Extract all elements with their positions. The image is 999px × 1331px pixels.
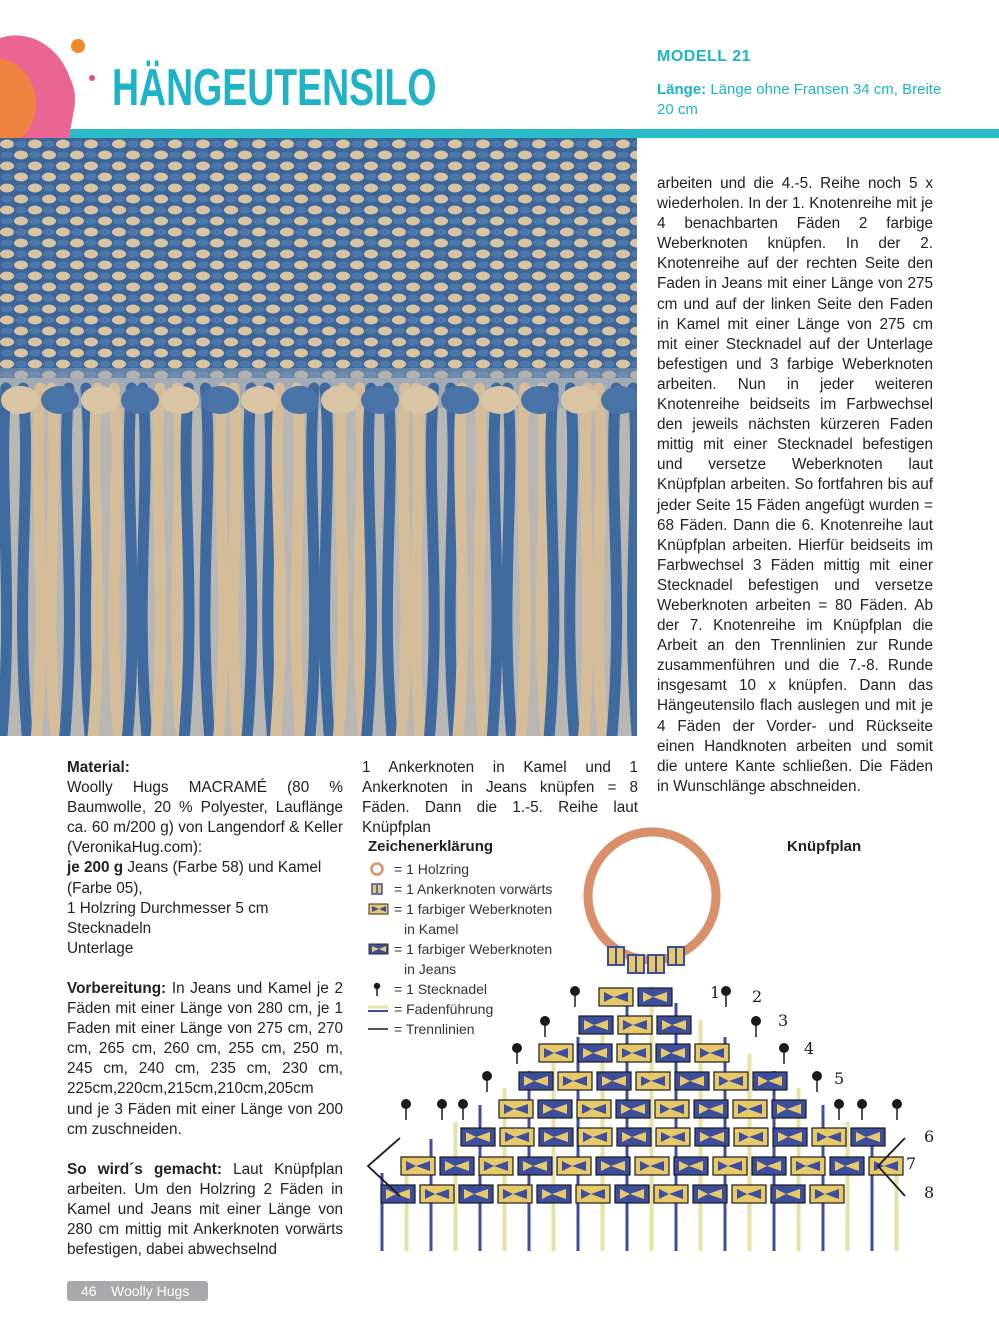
fringe-knot bbox=[201, 386, 239, 414]
preparation-text: In Jeans und Kamel je 2 Fäden mit einer Länge von 280 cm, je 1 Faden mit einer Länge von 275 cm, 270 cm, 265 cm, 260 cm, 255 cm, 250 m, 245 cm, 240 cm, 235 cm, 230 cm, 225cm,220cm,215cm,210cm,205cm und je 3 Fäden mit einer Länge von 200 cm zuschneiden. bbox=[67, 979, 343, 1138]
fringe-strand bbox=[570, 388, 575, 736]
row-number: 6 bbox=[924, 1127, 935, 1146]
fringe-strand bbox=[338, 388, 343, 736]
instructions-section bbox=[67, 1160, 343, 1260]
fringe-strand bbox=[2, 388, 7, 736]
fringe-strand bbox=[184, 388, 189, 736]
fringe-strand bbox=[633, 388, 637, 736]
header-divider-bar bbox=[70, 129, 999, 138]
row-number: 8 bbox=[924, 1183, 935, 1202]
fringe-knot bbox=[321, 386, 359, 414]
fringe-strand bbox=[296, 388, 301, 736]
fringe-knot bbox=[161, 386, 199, 414]
fringe-strand bbox=[401, 388, 406, 736]
fringe-strand bbox=[247, 388, 252, 736]
material-heading: Material: bbox=[67, 759, 130, 776]
fringe-strand bbox=[367, 388, 372, 736]
macrame-photo bbox=[0, 138, 637, 736]
row-number: 2 bbox=[752, 987, 763, 1006]
fringe-strand bbox=[612, 388, 617, 736]
fringe-knot bbox=[401, 386, 439, 414]
fringe-knot bbox=[521, 386, 559, 414]
length-label: Länge: bbox=[657, 81, 707, 98]
fringe-strand bbox=[36, 388, 41, 736]
fringe-strand bbox=[598, 388, 603, 736]
material-yarn: Woolly Hugs MACRAMÉ (80 % Baumwolle, 20 % Polyester, Lauflänge ca. 60 m/200 g) von Langendorf & Keller (VeronikaHug.com): bbox=[67, 779, 343, 857]
material-ring: 1 Holzring Durchmesser 5 cm bbox=[67, 899, 269, 917]
pin bbox=[721, 986, 731, 996]
instructions-continued: arbeiten und die 4.-5. Reihe noch 5 x wiederholen. In der 1. Knotenreihe mit je 4 benachbarten Fäden 2 farbige Weberknoten knüpfen. In der 2. Knotenreihe auf der rechten Seite den Faden in Jeans mit einer Länge von 275 cm und auf der linken Seite den Faden in Kamel mit einer Länge von 275 cm mit einer Stecknadel auf der Unterlage befestigen und 3 farbige Weberknoten arbeiten. Nun in jeder weiteren Knotenreihe beidseits im Farbwechsel den jeweils nächsten kürzeren Faden mittig mit einer Stecknadel befestigen und versetze Weberknoten laut Knüpfplan arbeiten. So fortfahren bis auf jeder Seite 15 Fäden angefügt wurden = 68 Fäden. Dann die 6. Knotenreihe laut Knüpfplan arbeiten. Hierfür beidseits im Farbwechsel 3 Fäden mittig mit einer Stecknadel befestigen und versetze Weberknoten arbeiten = 80 Fäden. Ab der 7. Knotenreihe im Knüpfplan die Arbeit an den Trennlinien zur Runde zusammenführen und die 7.-8. Runde insgesamt 10 x knüpfen. Dann das Hängeutensilo flach auslegen und mit je 4 Fäden der Vorder- und Rückseite einen Handknoten arbeiten und somit die untere Kante schließen. Die Fäden in Wunschlänge abschneiden. bbox=[657, 175, 933, 795]
instructions-heading: So wird´s gemacht: bbox=[67, 1160, 222, 1178]
legend-label-ring: = 1 Holzring bbox=[394, 861, 470, 877]
model-label: MODELL 21 bbox=[657, 48, 751, 65]
material-amount bbox=[67, 858, 343, 898]
fringe-strand bbox=[142, 388, 147, 736]
pin bbox=[512, 1043, 522, 1053]
page-title: HÄNGEUTENSILO bbox=[112, 59, 437, 117]
legend-label-jeans: = 1 farbiger Weberknoten bbox=[394, 941, 553, 957]
row-number: 4 bbox=[804, 1039, 815, 1058]
fringe-knot bbox=[41, 386, 79, 414]
pin bbox=[779, 1043, 789, 1053]
page-number: 46 bbox=[81, 1283, 97, 1299]
fringe-knot bbox=[121, 386, 159, 414]
legend-title: Zeichenerklärung bbox=[368, 838, 494, 855]
fringe-strand bbox=[479, 388, 484, 736]
fringe-strand bbox=[325, 388, 330, 736]
row-number: 1 bbox=[710, 983, 721, 1002]
fringe-strand bbox=[458, 388, 463, 736]
row-number: 3 bbox=[778, 1011, 789, 1030]
legend-label-divider: = Trennlinien bbox=[394, 1021, 475, 1037]
page-footer bbox=[67, 1281, 208, 1301]
dimensions-text bbox=[657, 80, 957, 120]
fringe-knot bbox=[281, 386, 319, 414]
footer-brand: Woolly Hugs bbox=[111, 1283, 190, 1299]
fringe-strand bbox=[276, 388, 281, 736]
fringe-strand bbox=[268, 388, 273, 736]
preparation-heading: Vorbereitung: bbox=[67, 979, 167, 997]
fringe-strand bbox=[430, 388, 435, 736]
pin bbox=[401, 1099, 411, 1109]
material-amount-text: Jeans (Farbe 58) und Kamel (Farbe 05), bbox=[67, 859, 322, 897]
instructions-text: Laut Knüpfplan arbeiten. Um den Holzring 2 Fäden in Kamel und Jeans mit einer Länge von 280 cm mittig mit Ankerknoten vorwärts befestigen, dabei abwechselnd bbox=[67, 1160, 344, 1259]
material-section bbox=[67, 758, 343, 959]
row-number: 5 bbox=[834, 1069, 845, 1088]
pin bbox=[892, 1099, 902, 1109]
material-pins: Stecknadeln bbox=[67, 919, 152, 937]
legend-label-pin: = 1 Stecknadel bbox=[394, 981, 488, 997]
pin bbox=[570, 986, 580, 996]
pin bbox=[857, 1099, 867, 1109]
row-number: 7 bbox=[906, 1154, 917, 1173]
legend-label-camel: = 1 farbiger Weberknoten bbox=[394, 901, 553, 917]
chart-title: Knüpfplan bbox=[787, 838, 862, 855]
fringe-strand bbox=[65, 388, 70, 736]
fringe-strand bbox=[359, 388, 364, 736]
fringe-strand bbox=[450, 388, 455, 736]
fringe-strand bbox=[205, 388, 210, 736]
fringe-strand bbox=[23, 388, 28, 736]
fringe-strand bbox=[492, 388, 497, 736]
fringe-strand bbox=[219, 388, 224, 736]
left-column bbox=[67, 758, 343, 1280]
fringe-knot bbox=[441, 386, 479, 414]
knotting-chart bbox=[360, 826, 940, 1266]
fringe-strand bbox=[156, 388, 161, 736]
fringe-strand bbox=[51, 388, 56, 736]
legend-label-thread: = Fadenführung bbox=[394, 1001, 494, 1017]
fringe-strand bbox=[310, 388, 315, 736]
fringe-strand bbox=[549, 388, 554, 736]
fringe-strand bbox=[233, 388, 238, 736]
fringe-strand bbox=[584, 388, 589, 736]
wooden-ring bbox=[588, 832, 716, 960]
fringe-knot bbox=[81, 386, 119, 414]
length-value: Länge ohne Fransen 34 cm, Breite 20 cm bbox=[657, 81, 942, 118]
fringe-strand bbox=[507, 388, 512, 736]
pin bbox=[812, 1071, 822, 1081]
instructions-middle: 1 Ankerknoten in Kamel und 1 Ankerknoten in Jeans knüpfen = 8 Fäden. Dann die 1.-5. Reihe laut Knüpfplan bbox=[362, 759, 638, 837]
fringe-strand bbox=[521, 388, 526, 736]
fringe-strand bbox=[114, 388, 119, 736]
fringe-knot bbox=[241, 386, 279, 414]
pin bbox=[482, 1071, 492, 1081]
fringe-knot bbox=[561, 386, 599, 414]
preparation-section bbox=[67, 979, 343, 1140]
fringe-strand bbox=[177, 388, 182, 736]
fringe-strand bbox=[85, 388, 90, 736]
fringe-knot bbox=[361, 386, 399, 414]
fringe-strand bbox=[128, 388, 133, 736]
fringe-strand bbox=[416, 388, 421, 736]
material-amount-bold: je 200 g bbox=[67, 859, 124, 877]
fringe-strand bbox=[541, 388, 546, 736]
material-base: Unterlage bbox=[67, 939, 134, 957]
fringe-knot bbox=[481, 386, 519, 414]
pin bbox=[458, 1099, 468, 1109]
legend-label-anchor: = 1 Ankerknoten vorwärts bbox=[394, 881, 553, 897]
pin bbox=[751, 1016, 761, 1026]
pin bbox=[540, 1016, 550, 1026]
fringe-strand bbox=[93, 388, 98, 736]
pin bbox=[437, 1099, 447, 1109]
legend-label-camel-2: in Kamel bbox=[404, 921, 459, 937]
fringe-knot bbox=[1, 386, 39, 414]
pin bbox=[834, 1099, 844, 1109]
legend-label-jeans-2: in Jeans bbox=[404, 961, 457, 977]
fringe-strand bbox=[387, 388, 392, 736]
